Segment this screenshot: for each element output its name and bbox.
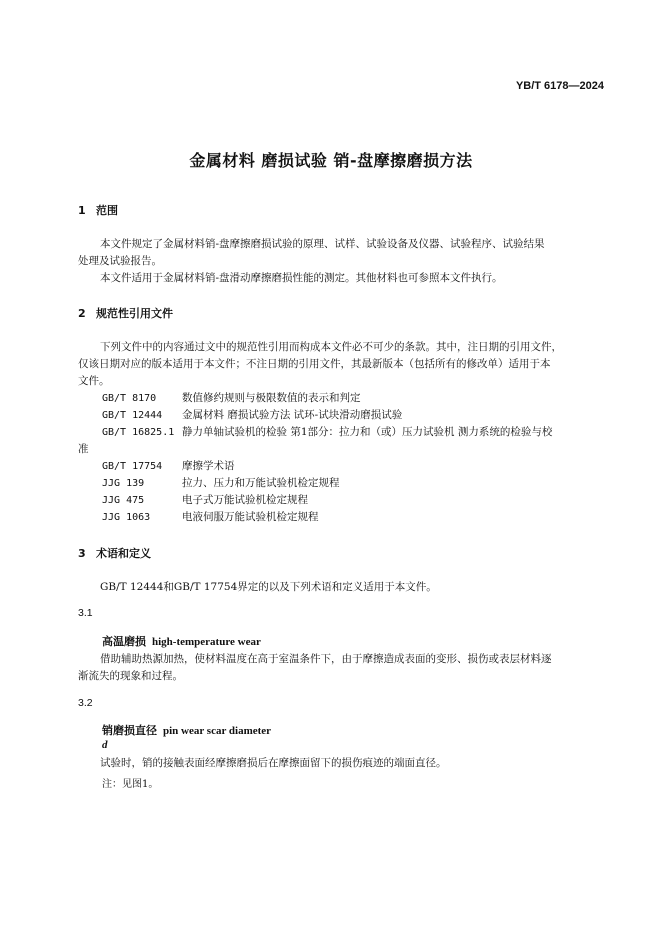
definition: 试验时，销的接触表面经摩擦磨损后在摩擦面留下的损伤痕迹的端面直径。: [100, 757, 447, 769]
term-en: high-temperature wear: [152, 636, 261, 648]
section-number: 2: [78, 307, 86, 320]
standard-number: YB/T 6178—2024: [515, 80, 604, 92]
definition-cont: 渐流失的现象和过程。: [78, 670, 183, 682]
reference-item: [102, 492, 604, 509]
reference-item: [102, 458, 604, 475]
definition: 借助辅助热源加热，使材料温度在高于室温条件下，由于摩擦造成表面的变形、损伤或表层材料逐: [100, 653, 552, 665]
term-en: pin wear scar diameter: [163, 725, 272, 737]
reference-item: [102, 407, 604, 424]
section-number: 1: [78, 204, 86, 217]
reference-code: GB/T 8170: [102, 393, 157, 404]
section-3-heading: [78, 545, 151, 561]
reference-item: [102, 424, 604, 441]
paragraph: 本文件适用于金属材料销-盘滑动摩擦磨损性能的测定。其他材料也可参照本文件执行。: [100, 272, 503, 284]
reference-title: 电子式万能试验机检定规程: [182, 494, 308, 506]
note: 注：见图1。: [102, 779, 159, 790]
paragraph-cont: 仅该日期对应的版本适用于本文件；不注日期的引用文件，其最新版本（包括所有的修改单）适用于本: [78, 358, 551, 370]
reference-title: 拉力、压力和万能试验机检定规程: [182, 477, 340, 489]
section-2-heading: [78, 305, 173, 321]
section-number: 3: [78, 547, 86, 560]
paragraph-cont: 文件。: [78, 375, 110, 387]
document-title: 金属材料 磨损试验 销-盘摩擦磨损方法: [189, 151, 473, 170]
section-title: 术语和定义: [96, 547, 151, 560]
reference-code: GB/T 16825.1: [102, 427, 175, 438]
section-1-heading: [78, 202, 118, 218]
term-zh: 销磨损直径: [102, 724, 157, 737]
clause-number: 3.1: [78, 607, 93, 619]
reference-title-cont: 准: [78, 443, 89, 455]
reference-title: 电液伺服万能试验机检定规程: [182, 511, 319, 523]
reference-title: 数值修约规则与极限数值的表示和判定: [182, 392, 361, 404]
paragraph: 本文件规定了金属材料销-盘摩擦磨损试验的原理、试样、试验设备及仪器、试验程序、试验结果: [100, 238, 545, 250]
paragraph: 下列文件中的内容通过文中的规范性引用而构成本文件必不可少的条款。其中，注日期的引用文件，: [100, 341, 562, 353]
clause-number: 3.2: [78, 697, 93, 709]
paragraph: GB/T 12444和GB/T 17754界定的以及下列术语和定义适用于本文件。: [100, 581, 437, 593]
term-entry: [102, 722, 271, 738]
term-symbol: d: [102, 739, 108, 751]
term-zh: 高温磨损: [102, 635, 146, 648]
reference-title: 静力单轴试验机的检验 第1部分：拉力和（或）压力试验机 测力系统的检验与校: [182, 426, 553, 438]
section-title: 范围: [96, 204, 118, 217]
reference-code: JJG 475: [102, 495, 145, 506]
term-entry: [102, 633, 261, 649]
reference-title: 金属材料 磨损试验方法 试环-试块滑动磨损试验: [182, 409, 403, 421]
reference-item: [102, 390, 604, 407]
reference-code: JJG 1063: [102, 512, 151, 523]
reference-code: GB/T 12444: [102, 410, 163, 421]
reference-code: GB/T 17754: [102, 461, 163, 472]
paragraph-cont: 处理及试验报告。: [78, 255, 162, 267]
reference-item: [102, 509, 604, 526]
section-title: 规范性引用文件: [96, 307, 173, 320]
reference-code: JJG 139: [102, 478, 145, 489]
reference-title: 摩擦学术语: [182, 460, 235, 472]
reference-item: [102, 475, 604, 492]
